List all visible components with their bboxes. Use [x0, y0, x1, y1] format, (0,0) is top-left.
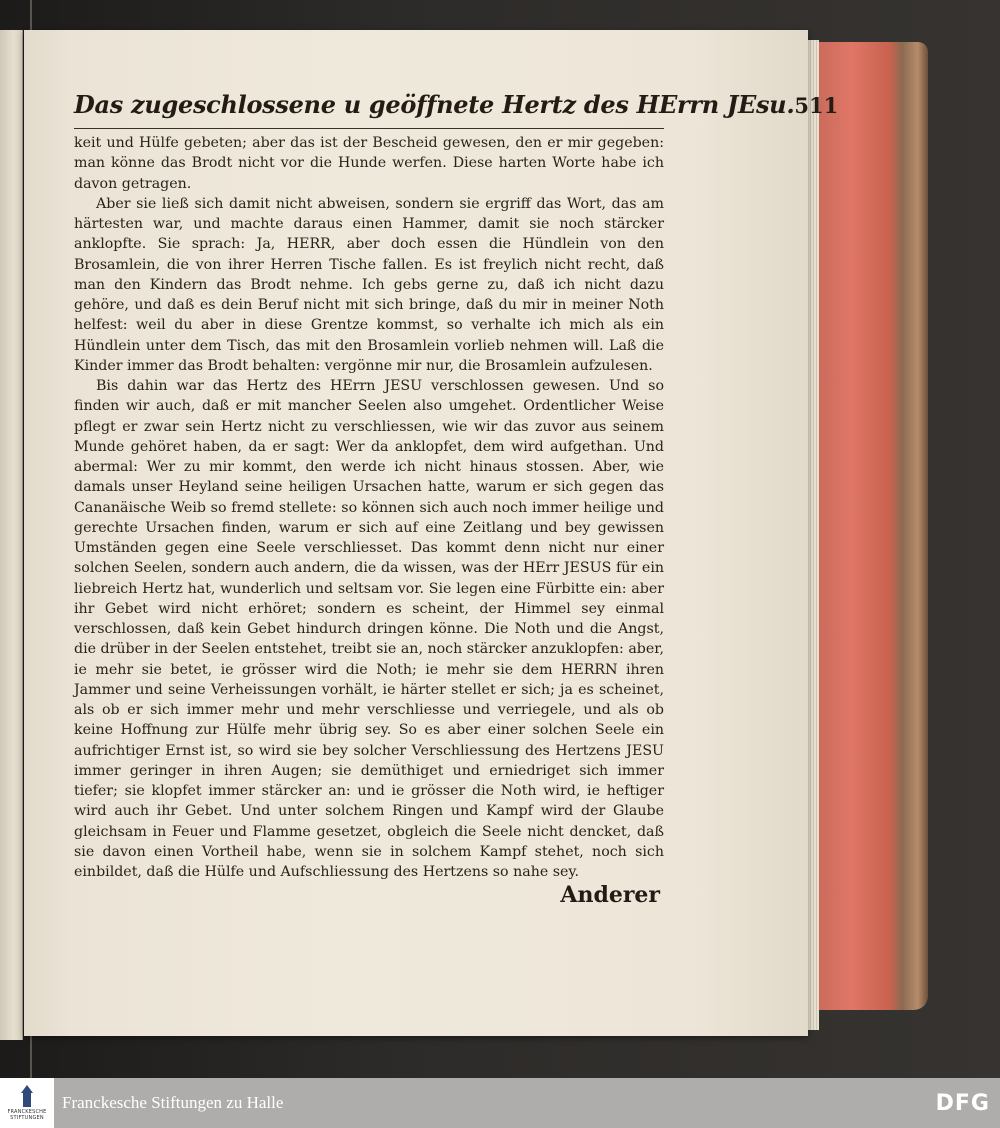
logo-building-icon — [18, 1085, 36, 1109]
running-head — [74, 90, 839, 129]
viewer-footer — [0, 1078, 1000, 1128]
page-number: 511 — [794, 93, 839, 118]
paragraph-3: Bis dahin war das Hertz des HErrn JESU verschlossen gewesen. Und so finden wir auch, daß er mit mancher Seelen also umgehet. Ordentlicher Weise pflegt er zwar sein Hertz nicht zu verschliessen, wie wir das zuvor aus seinem Munde gehöret haben, da er sagt: Wer da anklopfet, dem wird aufgethan. Und abermal: Wer zu mir kommt, den werde ich nicht hinaus stossen. Aber, wie damals unser Heyland seine heiligen Ursachen hatte, warum er sich gegen das Cananäische Weib so fremd stellete: so können sich auch noch immer heilige und gerechte Ursachen finden, warum er sich auf eine Zeitlang und bey gewissen Umständen gegen eine Seele verschliesset. Das kommt denn nicht nur einer solchen Seelen, sondern auch andern, die da wissen, was der HErr JESUS für ein liebreich Hertz hat, wunderlich und seltsam vor. Sie legen eine Fürbitte ein: aber ihr Gebet wird nicht erhöret; sondern es scheint, der Himmel sey einmal verschlossen, daß kein Gebet hindurch dringen könne. Die Noth und die Angst, die drüber in der Seelen entstehet, treibt sie an, noch stärcker anzuklopfen: aber, ie mehr sie betet, ie grösser wird die Noth; ie mehr sie dem HERRN ihren Jammer und seine Verheissungen vorhält, ie härter stellet er sich; ja es scheinet, als ob er sich immer mehr und mehr verschliesse und verriegele, und als ob keine Hoffnung zur Hülfe mehr übrig sey. So es aber einer solchen Seele ein aufrichtiger Ernst ist, so wird sie bey solcher Verschliessung des Hertzens JESU immer geringer in ihren Augen; sie demüthiget und erniedriget sich immer tiefer; sie klopfet immer stärcker an: und ie grösser die Noth wird, ie heftiger wird auch ihr Gebet. Und unter solchem Ringen und Kampf wird der Glaube gleichsam in Feuer und Flamme gesetzet, obgleich die Seele nicht dencket, daß sie davon einen Vortheil habe, wenn sie in solchem Kampf stehet, noch sich einbildet, daß die Hülfe und Aufschliessung des Hertzens so nahe sey. — [74, 378, 664, 880]
logo-text-line2: STIFTUNGEN — [10, 1115, 44, 1121]
book-fore-edge — [800, 42, 928, 1010]
facing-page-edge — [0, 30, 23, 1040]
body-text — [74, 133, 664, 882]
catchword: Anderer — [560, 882, 660, 908]
paragraph-1: keit und Hülfe gebeten; aber das ist der Bescheid gewesen, den er mir gegeben: man könne das Brodt nicht vor die Hunde werfen. Diese harten Worte habe ich davon getragen. — [74, 135, 664, 192]
logo-text-line1: FRANCKESCHE — [7, 1109, 47, 1115]
running-head-title: Das zugeschlossene u geöffnete Hertz des HErrn JEsu. — [74, 90, 795, 119]
paragraph-2: Aber sie ließ sich damit nicht abweisen, sondern sie ergriff das Wort, das am härtesten war, und machte daraus einen Hammer, damit sie noch stärcker anklopfte. Sie sprach: Ja, HERR, aber doch essen die Hündlein von den Brosamlein, die von ihrer Herren Tische fallen. Es ist freylich nicht recht, daß man den Kindern das Brodt nehme. Ich gebs gerne zu, daß ich nicht dazu gehöre, und daß es dein Beruf nicht mit sich bringe, daß du mir in meiner Noth helfest: weil du aber in diese Grentze kommst, so verhalte ich mich als ein Hündlein unter dem Tisch, das mit den Brosamlein vorlieb nehmen will. Laß die Kinder immer das Brodt behalten: vergönne mir nur, die Brosamlein aufzulesen. — [74, 195, 664, 374]
institution-name: Franckesche Stiftungen zu Halle — [62, 1093, 284, 1112]
dfg-logo-icon[interactable]: DFG — [935, 1090, 990, 1116]
franckesche-stiftungen-logo-icon[interactable] — [0, 1078, 54, 1128]
